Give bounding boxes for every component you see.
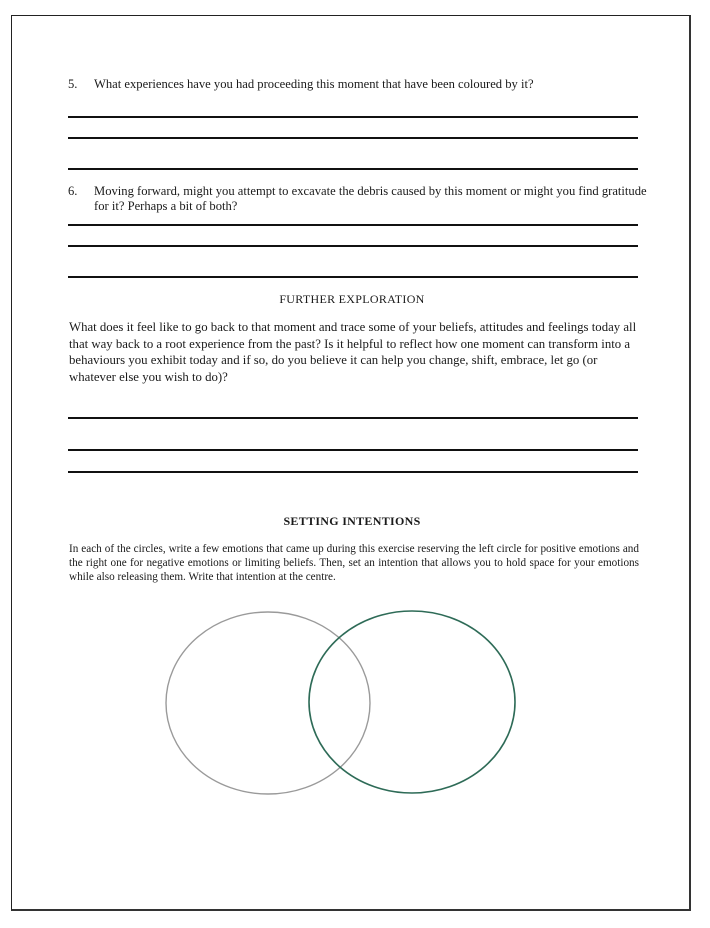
question-6-text: Moving forward, might you attempt to excavate the debris caused by this moment or might you find gratitude for it? Perhaps a bit of both?: [94, 184, 647, 213]
further-exploration-heading: FURTHER EXPLORATION: [279, 292, 425, 306]
setting-intentions-heading: SETTING INTENTIONS: [283, 514, 421, 528]
answer-line[interactable]: [68, 245, 638, 247]
venn-diagram: [150, 592, 530, 802]
question-5-text: What experiences have you had proceeding this moment that have been coloured by it?: [94, 77, 534, 91]
answer-line[interactable]: [68, 449, 638, 451]
answer-line[interactable]: [68, 471, 638, 473]
answer-line[interactable]: [68, 276, 638, 278]
answer-line[interactable]: [68, 137, 638, 139]
question-6-number: 6.: [68, 184, 78, 198]
answer-line[interactable]: [68, 168, 638, 170]
question-5: [68, 77, 654, 92]
setting-intentions-text: In each of the circles, write a few emotions that came up during this exercise reserving the left circle for positive emotions and the right one for negative emotions or limiting beliefs. Then, set an intention that allows you to hold space for your emotions while also releasing them. Write that intention at the centre.: [69, 543, 639, 583]
question-6: [68, 184, 654, 214]
answer-line[interactable]: [68, 417, 638, 419]
answer-line[interactable]: [68, 224, 638, 226]
question-5-number: 5.: [68, 77, 78, 91]
answer-line[interactable]: [68, 116, 638, 118]
further-exploration-text: What does it feel like to go back to that moment and trace some of your beliefs, attitudes and feelings today all that way back to a root experience from the past? Is it helpful to reflect how one moment can transform into a behaviours you exhibit today and if so, do you believe it can help you change, shift, embrace, let go (or whatever else you wish to do)?: [69, 320, 637, 384]
